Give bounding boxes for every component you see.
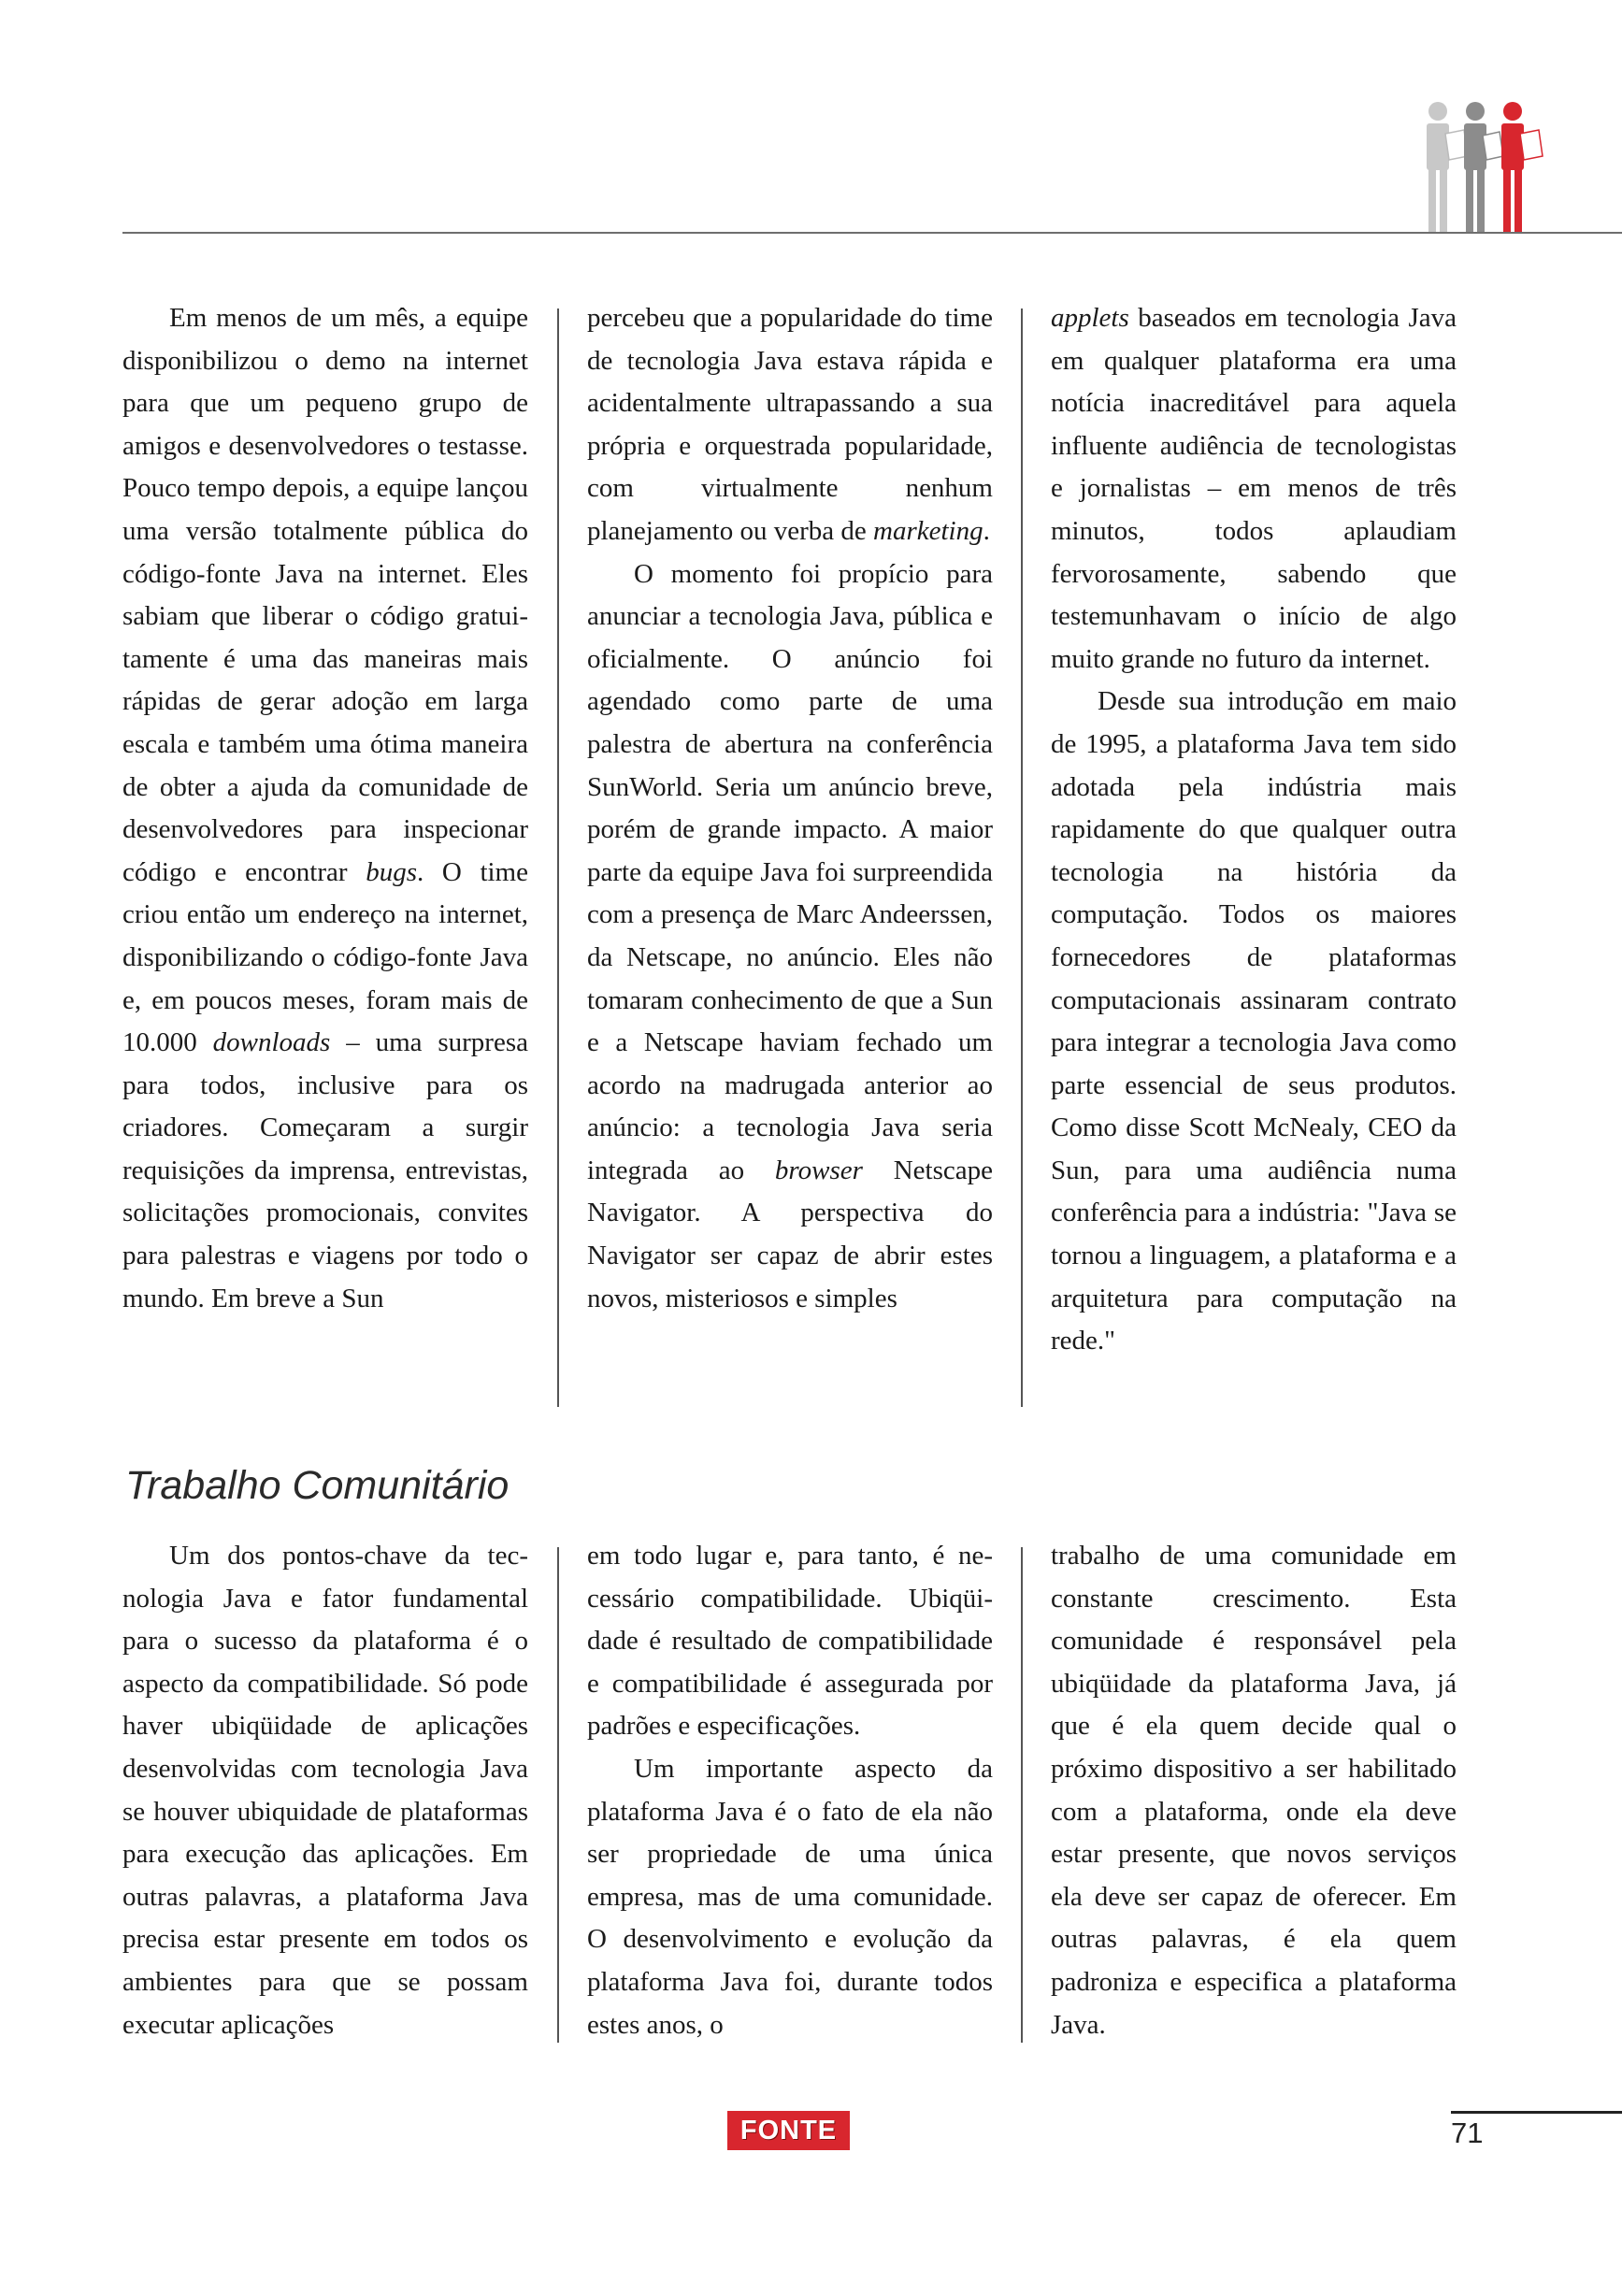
header-rule: [122, 232, 1622, 234]
paragraph: applets baseados em tecnologia Java em qualquer plataforma era uma notícia inacreditável para aquela influente audiência de tecnologistas e jornalistas – em menos de três minutos, todos aplaudiam fervorosamente, sabendo que testemunhavam o início de algo muito grande no futuro da internet.: [1051, 303, 1457, 674]
paragraph: Em menos de um mês, a equipe disponibilizou o demo na internet para que um pequeno grupo de amigos e desenvolvedores o testasse. Pouco tempo depois, a equipe lançou uma versão totalmente pública do código-fonte Java na internet. Eles sabiam que liberar o código gratuitamente é uma das maneiras mais rápidas de gerar adoção em larga escala e também uma ótima maneira de obter a ajuda da comunidade de desenvolvedores para inspecionar código e encontrar bugs. O time criou então um endereço na internet, disponibilizando o código-fonte Java e, em poucos meses, foram mais de 10.000 downloads – uma surpresa para todos, inclusive para os criadores. Começaram a surgir requisições da imprensa, entrevistas, solicitações promocionais, convites para palestras e viagens por todo o mundo. Em breve a Sun: [122, 303, 528, 1313]
fonte-logo: [727, 2111, 850, 2150]
paragraph: percebeu que a popularidade do time de tecnologia Java estava rápida e acidentalmente ultrapassando a sua própria e orquestrada popularidade, com virtualmente nenhum planejamento ou verba de marketing.: [587, 303, 993, 546]
section-title: Trabalho Comunitário: [125, 1463, 510, 1508]
people-logo-icon: [1412, 98, 1552, 234]
bottom-column-1: [122, 1535, 528, 2046]
paragraph: O momento foi propício para anunciar a tecnologia Java, pública e oficialmente. O anúncio foi agendado como parte de uma palestra de abertura na conferência SunWorld. Seria um anúncio breve, porém de grande impacto. A maior parte da equipe Java foi surpreendida com a presença de Marc Andeerssen, da Netscape, no anúncio. Eles não tomaram conhecimento de que a Sun e a Netscape haviam fechado um acordo na madrugada anterior ao anúncio: a tecnologia Java seria integrada ao browser Netscape Navigator. A perspectiva do Navigator ser capaz de abrir estes novos, misteriosos e simples: [587, 558, 993, 1313]
paragraph: em todo lugar e, para tanto, é necessário compatibilidade. Ubiqüidade é resultado de compatibilidade e compatibilidade é assegurada por padrões e especificações.: [587, 1541, 993, 1742]
bottom-column-2: [587, 1535, 993, 2046]
paragraph: Um importante aspecto da plataforma Java é o fato de ela não ser propriedade de uma única empresa, mas de uma comunidade. O desenvolvimento e evolução da plataforma Java foi, durante todos estes anos, o: [587, 1753, 993, 2040]
bottom-column-3: [1051, 1535, 1457, 2046]
footer-rule: [1451, 2111, 1622, 2114]
top-column-3: [1051, 297, 1457, 1363]
fonte-logo-text: FONTE: [739, 2115, 838, 2145]
column-divider: [557, 309, 559, 1407]
column-divider: [557, 1547, 559, 2043]
column-divider: [1021, 309, 1023, 1407]
paragraph: Desde sua introdução em maio de 1995, a plataforma Java tem sido adotada pela indústria mais rapidamente do que qualquer outra tecnologia na história da computação. Todos os maiores fornecedores de plataformas computacionais assinaram contrato para integrar a tecnologia Java como parte essencial de seus produtos. Como disse Scott McNealy, CEO da Sun, para uma audiência numa conferência para a indústria: "Java se tornou a linguagem, a plataforma e a arquitetura para computação na rede.": [1051, 686, 1457, 1356]
paragraph: Um dos pontos-chave da tecnologia Java e fator fundamental para o sucesso da plataforma é o aspecto da compatibilidade. Só pode haver ubiqüidade de aplicações desenvolvidas com tecnologia Java se houver ubiquidade de plataformas para execução das aplicações. Em outras palavras, a plataforma Java precisa estar presente em todos os ambientes para que se possam executar aplicações: [122, 1541, 528, 2040]
page-number: 71: [1451, 2117, 1484, 2149]
top-column-2: [587, 297, 993, 1320]
top-column-1: [122, 297, 528, 1320]
column-divider: [1021, 1547, 1023, 2043]
paragraph: trabalho de uma comunidade em constante crescimento. Esta comunidade é responsável pela ubiqüidade da plataforma Java, já que é ela quem decide qual o próximo dispositivo a ser habilitado com a plataforma, onde ela deve estar presente, que novos serviços ela deve ser capaz de oferecer. Em outras palavras, é ela quem padroniza e especifica a plataforma Java.: [1051, 1541, 1457, 2040]
